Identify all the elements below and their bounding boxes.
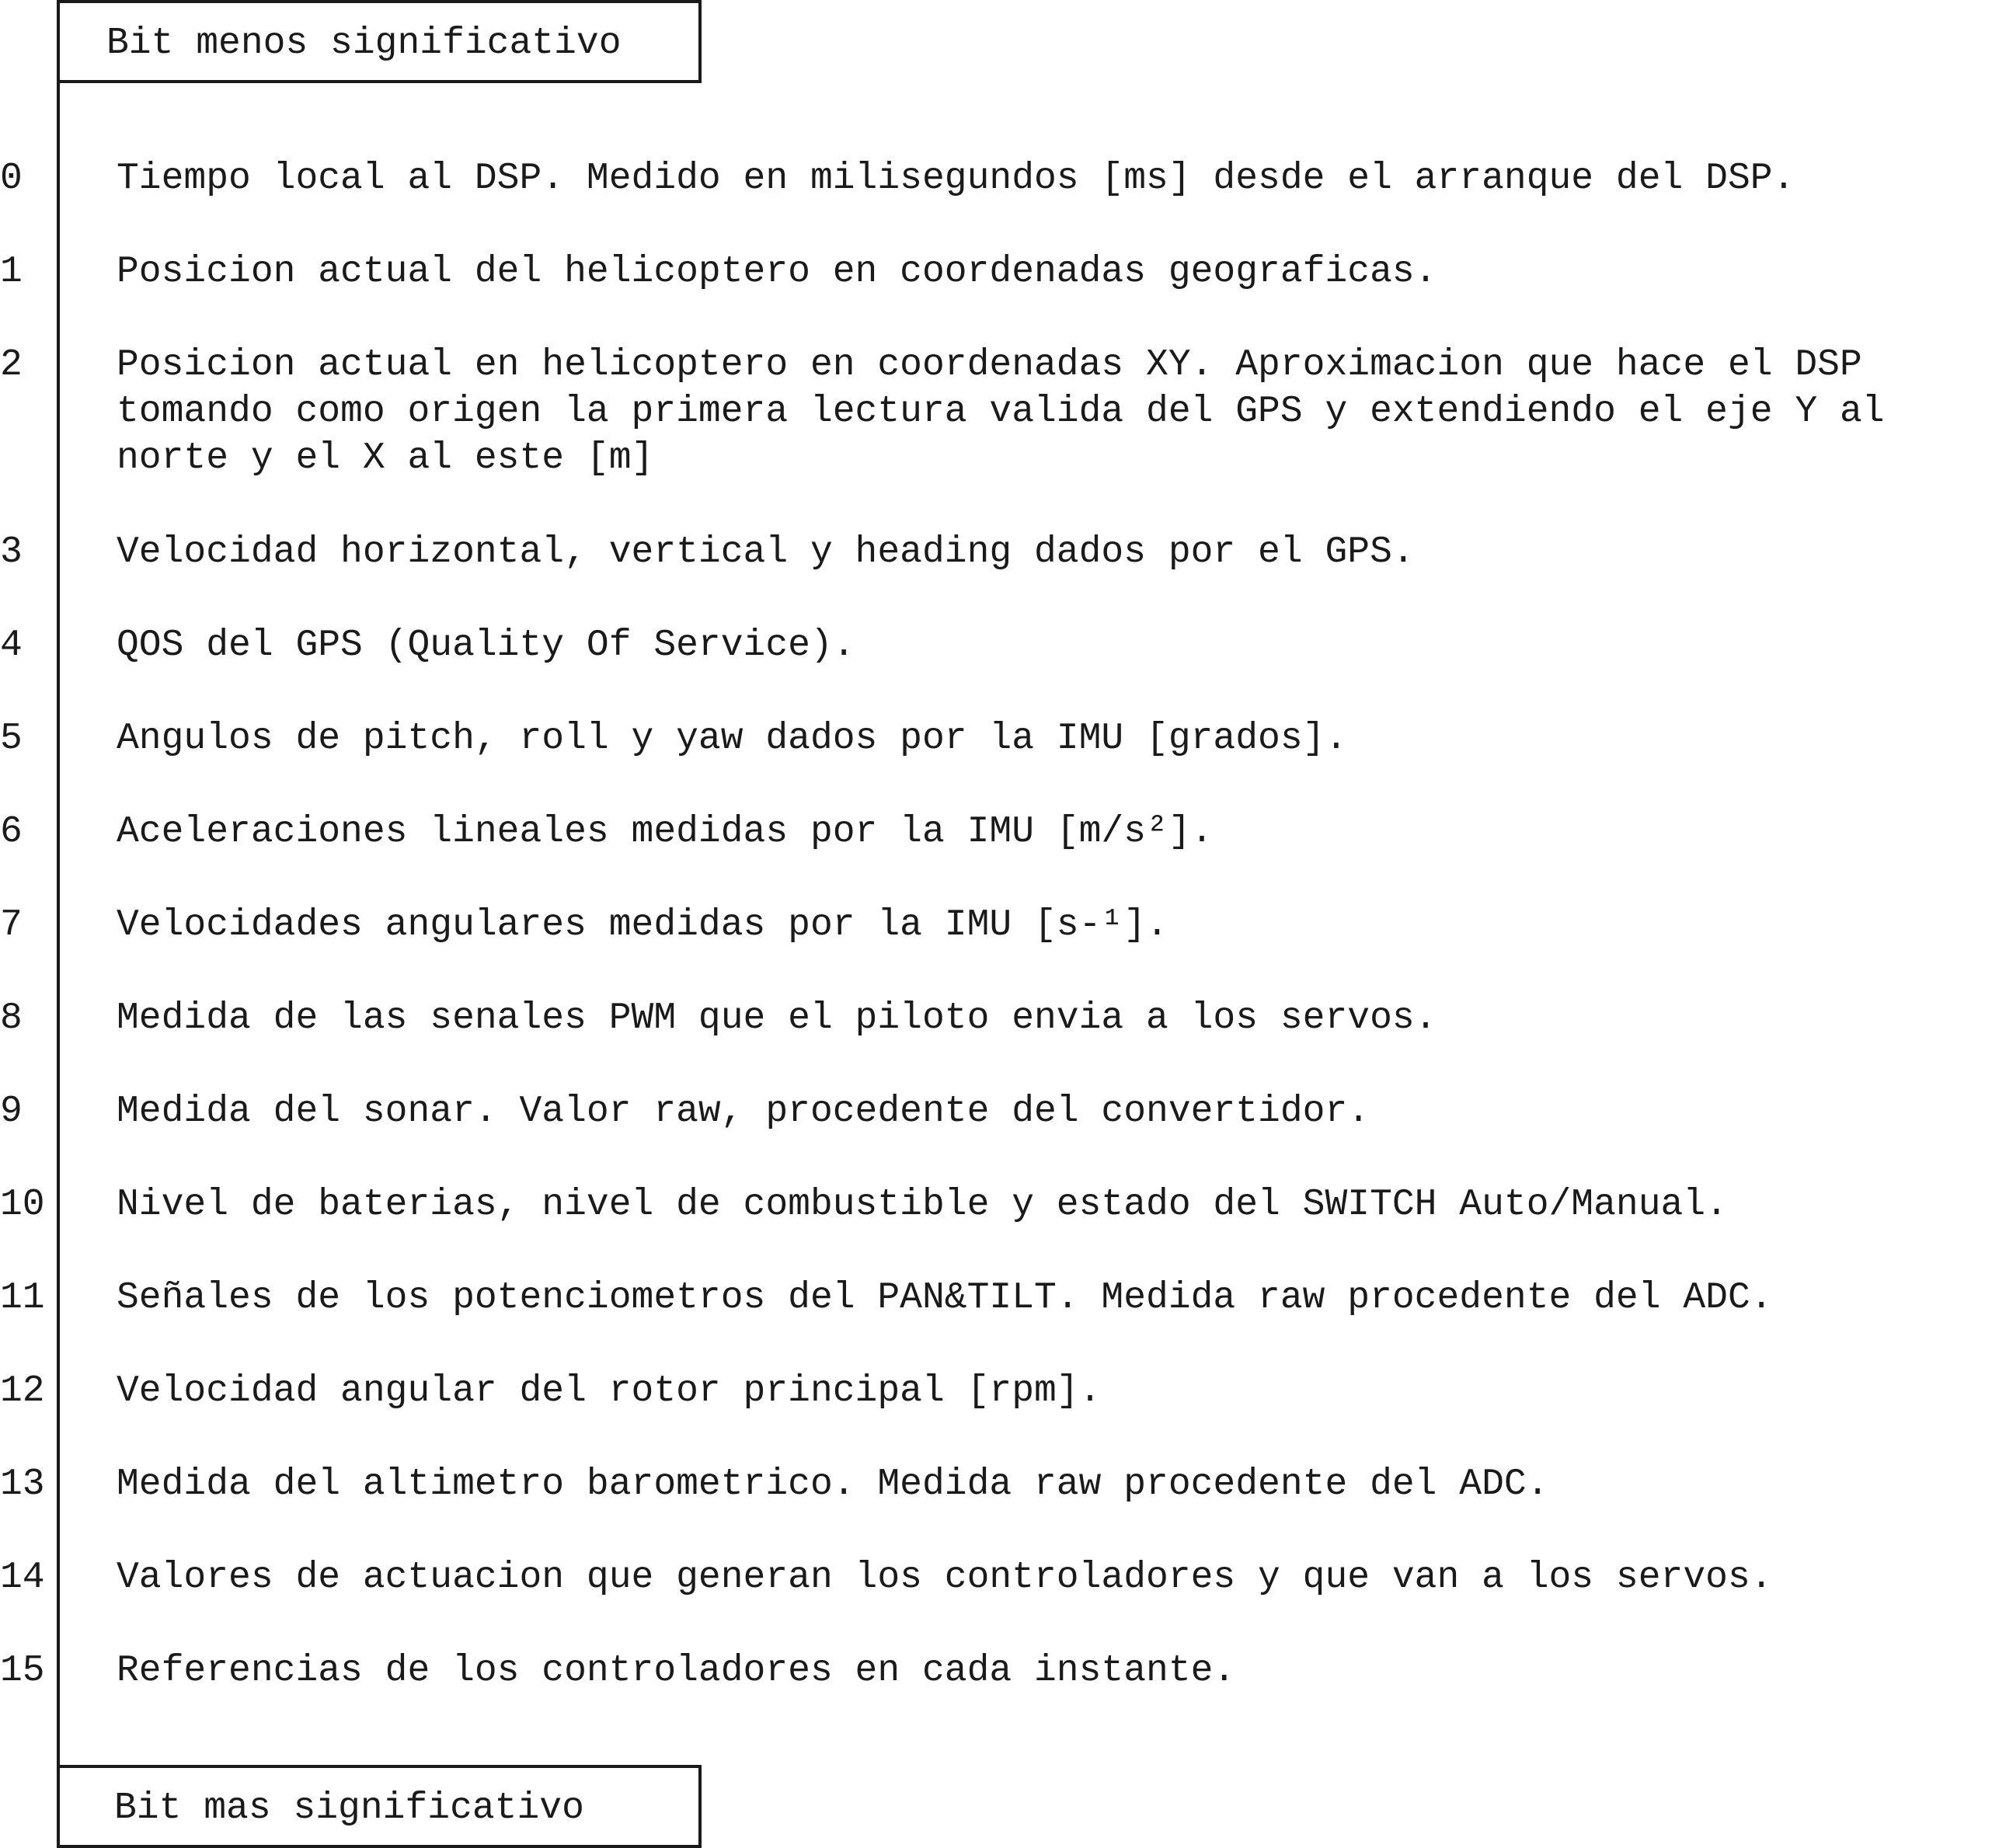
bit-number: 1 — [0, 251, 23, 293]
bit-description: Referencias de los controladores en cada instante. — [117, 1650, 1236, 1692]
bit-description: Tiempo local al DSP. Medido en milisegundos [ms] desde el arranque del DSP. — [117, 158, 1795, 200]
bit-description: Valores de actuacion que generan los controladores y que van a los servos. — [117, 1557, 1773, 1599]
bit-description: Señales de los potenciometros del PAN&TILT. Medida raw procedente del ADC. — [117, 1277, 1773, 1319]
bit-number: 2 — [0, 344, 23, 386]
bit-number: 14 — [0, 1557, 45, 1599]
bit-description: Medida del sonar. Valor raw, procedente del convertidor. — [117, 1091, 1370, 1133]
msb-label: Bit mas significativo — [114, 1787, 584, 1829]
bit-number: 12 — [0, 1370, 45, 1412]
lsb-label-box — [57, 0, 702, 83]
bit-axis-line — [57, 83, 60, 1765]
bit-number: 8 — [0, 997, 23, 1039]
bit-description: Posicion actual del helicoptero en coordenadas geograficas. — [117, 251, 1437, 293]
bit-description: Posicion actual en helicoptero en coordenadas XY. Aproximacion que hace el DSP tomando como origen la primera lectura valida del GPS y extendiendo el eje Y al norte y el X al este [m] — [117, 344, 1885, 479]
bit-number: 7 — [0, 904, 23, 946]
bit-number: 6 — [0, 811, 23, 853]
bit-number: 4 — [0, 625, 23, 666]
bit-description: Medida del altimetro barometrico. Medida raw procedente del ADC. — [117, 1463, 1549, 1505]
bit-number: 11 — [0, 1277, 45, 1319]
bit-number: 5 — [0, 718, 23, 760]
lsb-label: Bit menos significativo — [106, 23, 622, 64]
bit-number: 3 — [0, 531, 23, 573]
bit-number: 13 — [0, 1463, 45, 1505]
bit-description: Nivel de baterias, nivel de combustible y estado del SWITCH Auto/Manual. — [117, 1184, 1728, 1226]
bit-number: 9 — [0, 1091, 23, 1133]
bit-description: QOS del GPS (Quality Of Service). — [117, 625, 855, 666]
bit-number: 10 — [0, 1184, 45, 1226]
bit-description: Velocidad angular del rotor principal [rpm]. — [117, 1370, 1102, 1412]
bit-description: Velocidad horizontal, vertical y heading dados por el GPS. — [117, 531, 1415, 573]
msb-label-box — [57, 1765, 702, 1848]
bit-description: Medida de las senales PWM que el piloto envia a los servos. — [117, 997, 1437, 1039]
bit-description: Velocidades angulares medidas por la IMU [s-¹]. — [117, 904, 1168, 946]
bit-description: Aceleraciones lineales medidas por la IMU [m/s²]. — [117, 811, 1214, 853]
bit-number: 0 — [0, 158, 23, 200]
bit-description: Angulos de pitch, roll y yaw dados por la IMU [grados]. — [117, 718, 1348, 760]
bit-number: 15 — [0, 1650, 45, 1692]
